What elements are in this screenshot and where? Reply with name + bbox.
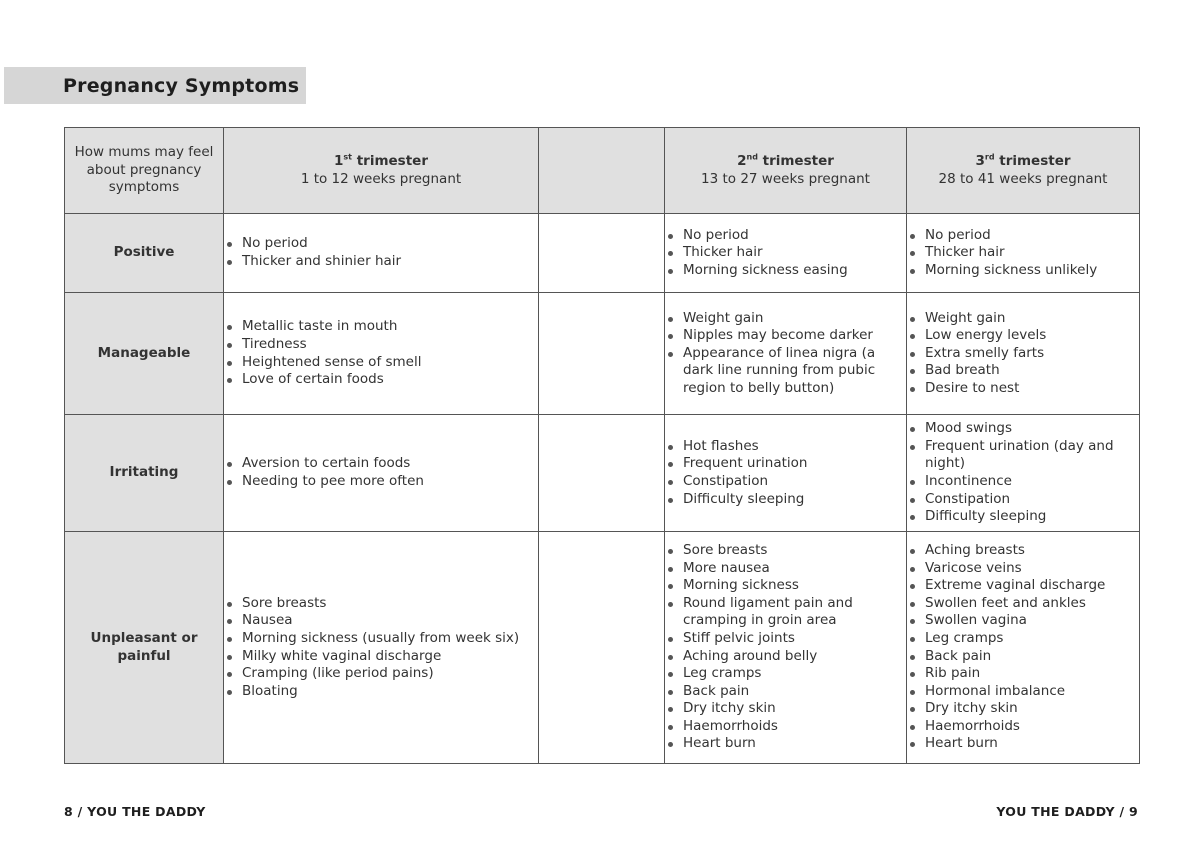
table-header-row xyxy=(65,128,1140,214)
table-row xyxy=(65,293,1140,415)
list-item: Low energy levels xyxy=(907,327,1139,345)
cell-positive-t1 xyxy=(224,214,539,293)
list-item: Nausea xyxy=(224,612,538,630)
page-title: Pregnancy Symptoms xyxy=(63,74,300,97)
list-item: Appearance of linea nigra (a dark line running from pubic region to belly button) xyxy=(665,345,906,398)
list-item: No period xyxy=(907,227,1139,245)
trimester-1-name: 1st trimester xyxy=(334,152,428,169)
list-item: Aching around belly xyxy=(665,648,906,666)
list-item: Milky white vaginal discharge xyxy=(224,648,538,666)
list-item: Varicose veins xyxy=(907,560,1139,578)
list-item: Hot flashes xyxy=(665,438,906,456)
list-item: Leg cramps xyxy=(907,630,1139,648)
row-label-positive: Positive xyxy=(65,214,224,293)
header-trimester-2 xyxy=(665,128,907,214)
trimester-3-name: 3rd trimester xyxy=(975,152,1071,169)
list-item: Morning sickness xyxy=(665,577,906,595)
symptom-list xyxy=(907,420,1139,526)
trimester-1-range: 1 to 12 weeks pregnant xyxy=(300,170,462,187)
list-item: Heightened sense of smell xyxy=(224,354,538,372)
cell-positive-t3 xyxy=(907,214,1140,293)
list-item: Heart burn xyxy=(907,735,1139,753)
list-item: Swollen vagina xyxy=(907,612,1139,630)
symptom-list xyxy=(224,595,538,701)
list-item: Constipation xyxy=(665,473,906,491)
row-label-manageable: Manageable xyxy=(65,293,224,415)
row-label-unpleasant: Unpleasant or painful xyxy=(65,532,224,764)
list-item: Bloating xyxy=(224,683,538,701)
cell-empty xyxy=(539,415,665,532)
footer-page-right: YOU THE DADDY / 9 xyxy=(996,804,1138,819)
list-item: Rib pain xyxy=(907,665,1139,683)
list-item: Extreme vaginal discharge xyxy=(907,577,1139,595)
symptom-list xyxy=(665,542,906,753)
list-item: Incontinence xyxy=(907,473,1139,491)
symptom-list xyxy=(665,438,906,508)
symptoms-table xyxy=(64,127,1140,764)
list-item: Extra smelly farts xyxy=(907,345,1139,363)
cell-manageable-t2 xyxy=(665,293,907,415)
list-item: Round ligament pain and cramping in groin area xyxy=(665,595,906,630)
table-row xyxy=(65,532,1140,764)
table-row xyxy=(65,415,1140,532)
list-item: Swollen feet and ankles xyxy=(907,595,1139,613)
header-trimester-3 xyxy=(907,128,1140,214)
list-item: Bad breath xyxy=(907,362,1139,380)
header-corner: How mums may feel about pregnancy symptoms xyxy=(65,128,224,214)
footer-page-left: 8 / YOU THE DADDY xyxy=(64,804,206,819)
list-item: More nausea xyxy=(665,560,906,578)
list-item: Frequent urination xyxy=(665,455,906,473)
list-item: Morning sickness (usually from week six) xyxy=(224,630,538,648)
cell-unpleasant-t3 xyxy=(907,532,1140,764)
list-item: Thicker hair xyxy=(665,244,906,262)
symptom-list xyxy=(224,318,538,388)
list-item: Difficulty sleeping xyxy=(665,491,906,509)
cell-empty xyxy=(539,293,665,415)
list-item: No period xyxy=(665,227,906,245)
list-item: Dry itchy skin xyxy=(665,700,906,718)
list-item: Back pain xyxy=(907,648,1139,666)
list-item: No period xyxy=(224,235,538,253)
list-item: Thicker hair xyxy=(907,244,1139,262)
trimester-3-range: 28 to 41 weeks pregnant xyxy=(938,170,1108,187)
symptom-list xyxy=(907,542,1139,753)
list-item: Hormonal imbalance xyxy=(907,683,1139,701)
list-item: Aversion to certain foods xyxy=(224,455,538,473)
cell-irritating-t3 xyxy=(907,415,1140,532)
cell-manageable-t3 xyxy=(907,293,1140,415)
list-item: Back pain xyxy=(665,683,906,701)
list-item: Sore breasts xyxy=(224,595,538,613)
list-item: Morning sickness easing xyxy=(665,262,906,280)
list-item: Mood swings xyxy=(907,420,1139,438)
trimester-2-name: 2nd trimester xyxy=(737,152,834,169)
trimester-2-range: 13 to 27 weeks pregnant xyxy=(701,170,870,187)
symptom-list xyxy=(665,310,906,398)
list-item: Haemorrhoids xyxy=(907,718,1139,736)
cell-unpleasant-t2 xyxy=(665,532,907,764)
list-item: Sore breasts xyxy=(665,542,906,560)
cell-positive-t2 xyxy=(665,214,907,293)
cell-empty xyxy=(539,214,665,293)
list-item: Love of certain foods xyxy=(224,371,538,389)
list-item: Desire to nest xyxy=(907,380,1139,398)
list-item: Frequent urination (day and night) xyxy=(907,438,1139,473)
list-item: Stiff pelvic joints xyxy=(665,630,906,648)
section-title-bar xyxy=(4,67,306,104)
list-item: Weight gain xyxy=(907,310,1139,328)
list-item: Aching breasts xyxy=(907,542,1139,560)
header-empty-column xyxy=(539,128,665,214)
cell-empty xyxy=(539,532,665,764)
list-item: Morning sickness unlikely xyxy=(907,262,1139,280)
table-row xyxy=(65,214,1140,293)
symptom-list xyxy=(907,227,1139,280)
cell-unpleasant-t1 xyxy=(224,532,539,764)
list-item: Nipples may become darker xyxy=(665,327,906,345)
list-item: Constipation xyxy=(907,491,1139,509)
list-item: Heart burn xyxy=(665,735,906,753)
list-item: Haemorrhoids xyxy=(665,718,906,736)
list-item: Cramping (like period pains) xyxy=(224,665,538,683)
symptom-list xyxy=(907,310,1139,398)
list-item: Tiredness xyxy=(224,336,538,354)
cell-irritating-t2 xyxy=(665,415,907,532)
list-item: Dry itchy skin xyxy=(907,700,1139,718)
symptom-list xyxy=(665,227,906,280)
list-item: Difficulty sleeping xyxy=(907,508,1139,526)
list-item: Leg cramps xyxy=(665,665,906,683)
row-label-irritating: Irritating xyxy=(65,415,224,532)
list-item: Weight gain xyxy=(665,310,906,328)
symptom-list xyxy=(224,455,538,490)
cell-irritating-t1 xyxy=(224,415,539,532)
cell-manageable-t1 xyxy=(224,293,539,415)
list-item: Metallic taste in mouth xyxy=(224,318,538,336)
list-item: Thicker and shinier hair xyxy=(224,253,538,271)
list-item: Needing to pee more often xyxy=(224,473,538,491)
symptom-list xyxy=(224,235,538,270)
header-trimester-1 xyxy=(224,128,539,214)
